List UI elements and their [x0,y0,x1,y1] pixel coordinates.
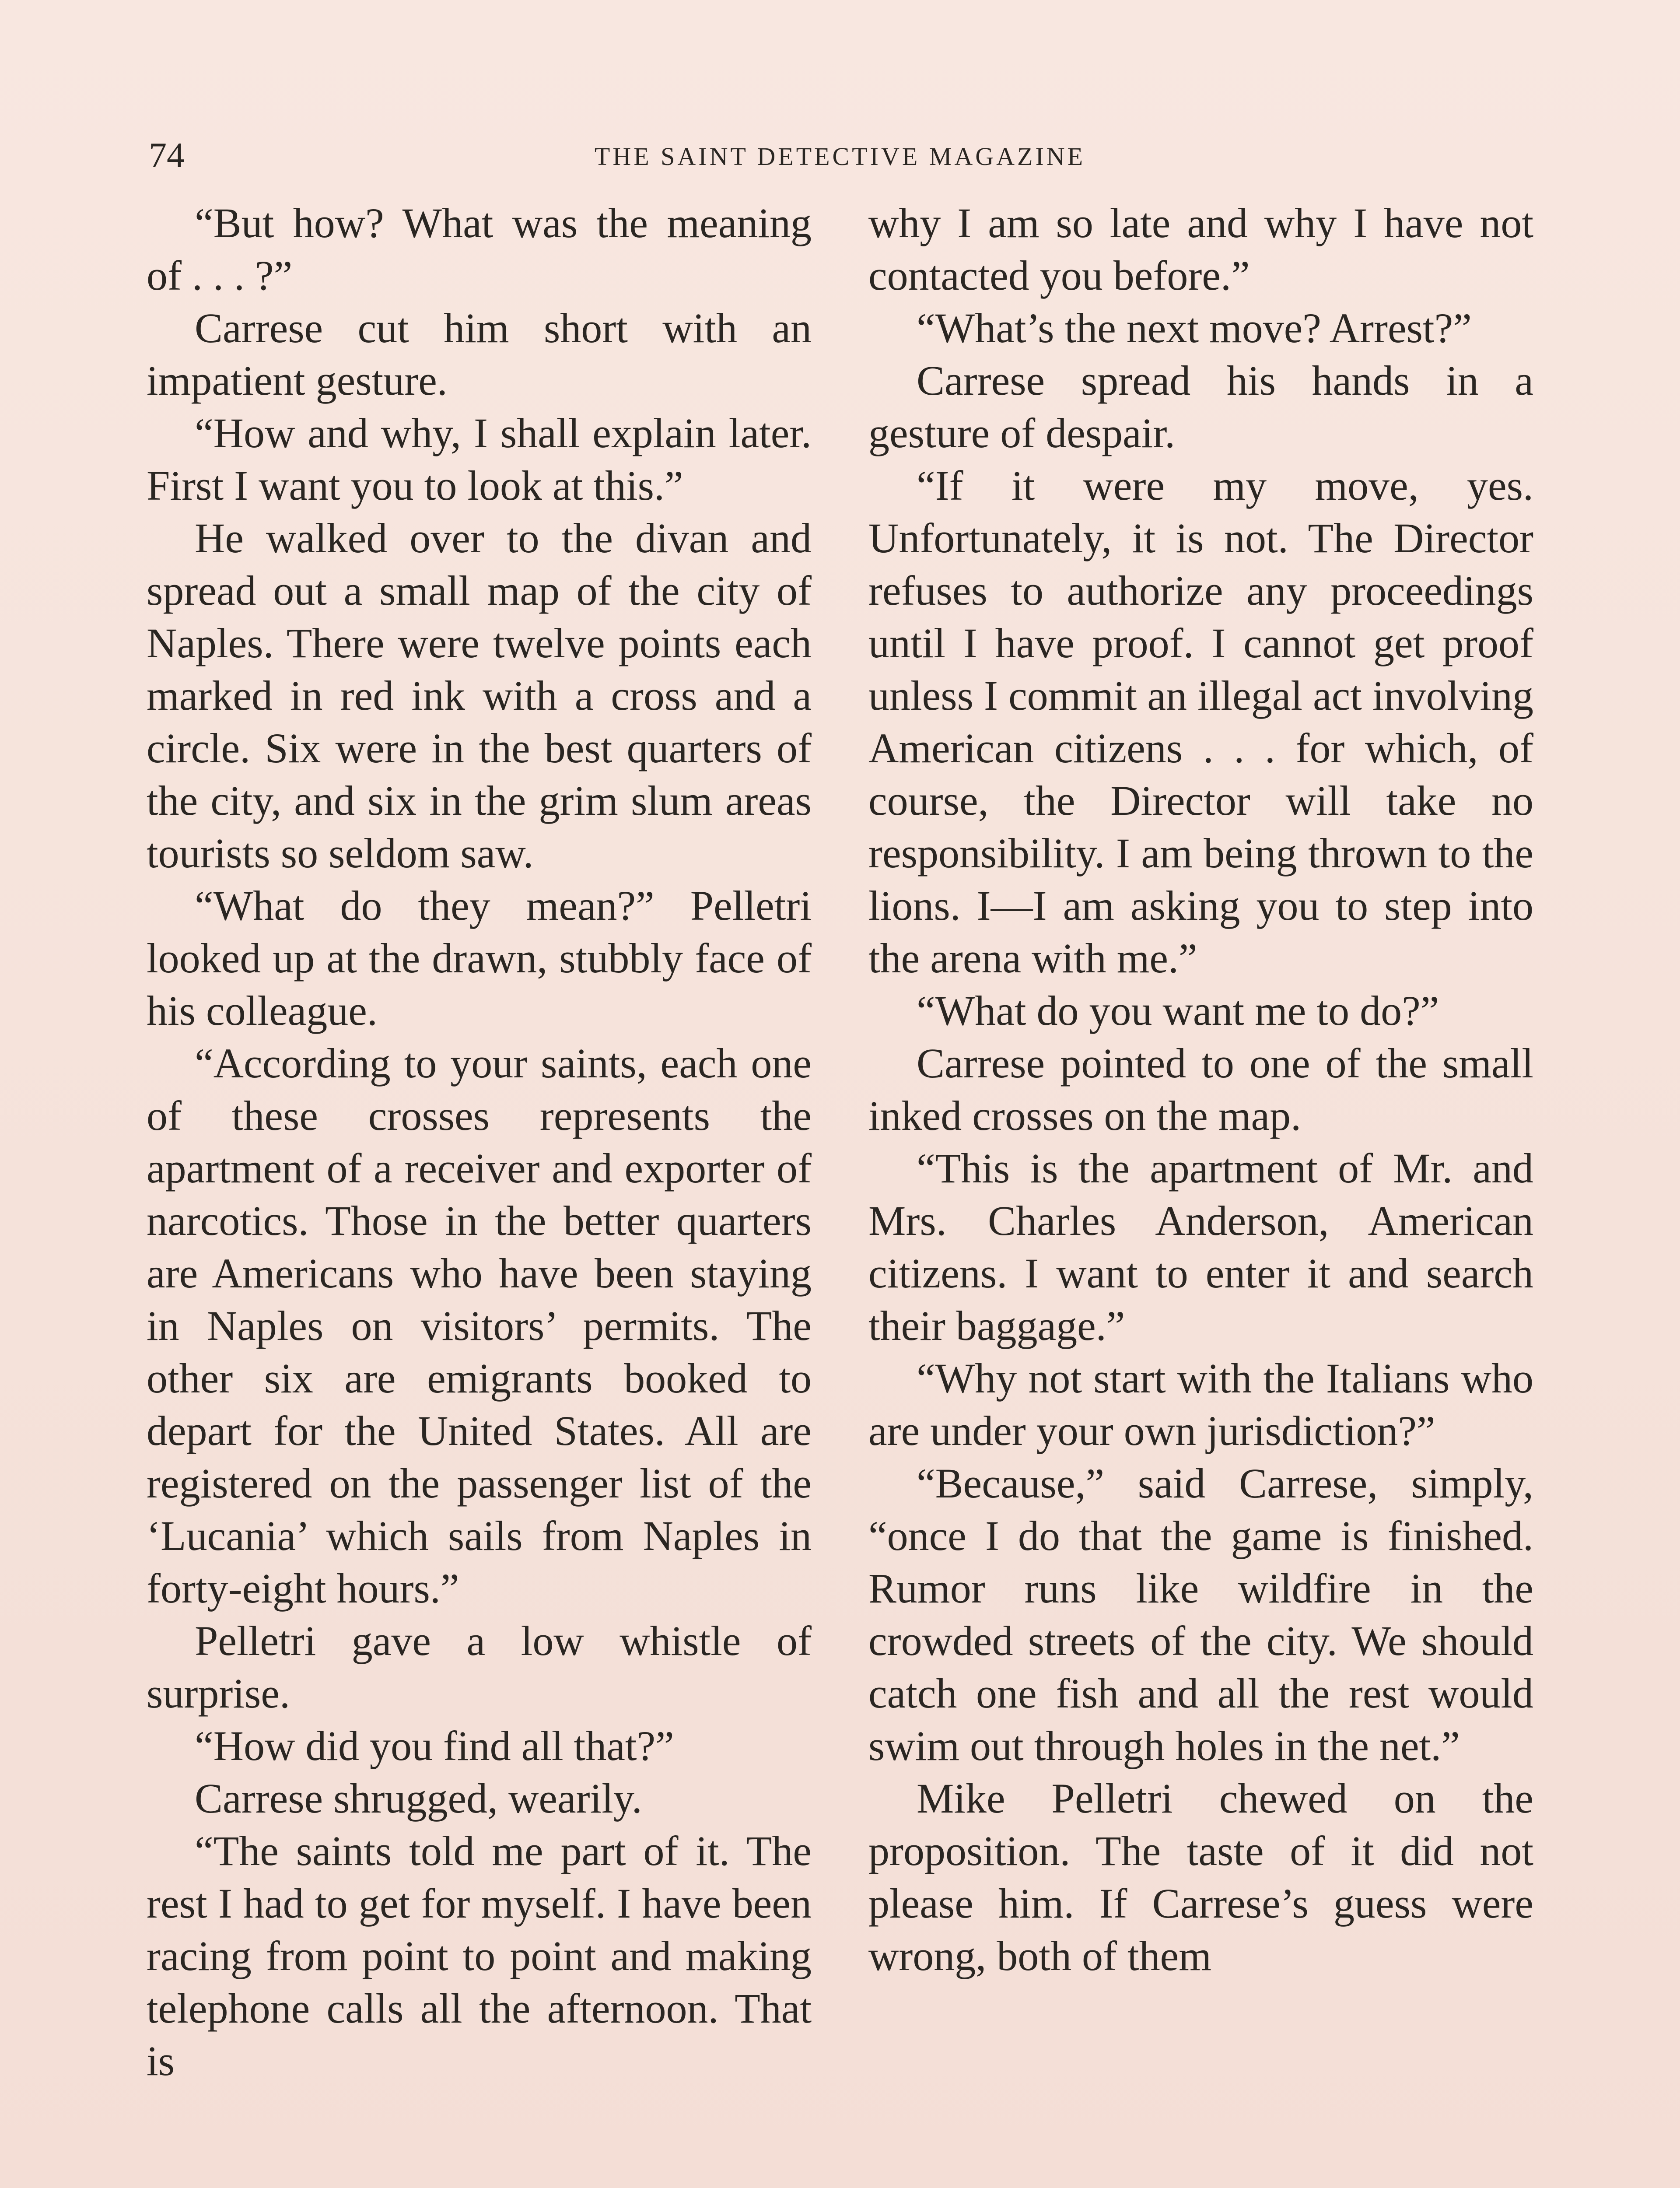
left-column [147,197,812,2087]
running-head: THE SAINT DETECTIVE MAGAZINE [594,142,1086,171]
paragraph: “How did you find all that?” [195,1722,674,1769]
paragraph: “This is the apartment of Mr. and Mrs. Charles Anderson, American citizens. I want to enter it and search their baggage.” [868,1145,1533,1349]
paragraph: “What do they mean?” Pelletri looked up at the drawn, stubbly face of his colleague. [147,882,812,1034]
paragraph: Carrese shrugged, wearily. [195,1775,642,1822]
paragraph: “What do you want me to do?” [917,987,1439,1034]
paragraph: Carrese spread his hands in a gesture of despair. [868,357,1533,456]
paragraph-continued: why I am so late and why I have not contacted you before.” [868,200,1533,299]
page-number: 74 [149,135,185,175]
paragraph: “If it were my move, yes. Unfortunately, it is not. The Director refuses to authorize any proceedings until I have proof. I cannot get proof unless I commit an illegal act involving American citizens . . . for which, of course, the Director will take no responsibility. I am being thrown to the lions. I—I am asking you to step into the arena with me.” [868,462,1533,982]
paragraph: Carrese cut him short with an impatient gesture. [147,305,812,404]
paragraph: Pelletri gave a low whistle of surprise. [147,1617,812,1717]
paragraph: “Why not start with the Italians who are under your own jurisdiction?” [868,1355,1533,1454]
paragraph: “What’s the next move? Arrest?” [917,305,1472,351]
paragraph: Carrese pointed to one of the small inked crosses on the map. [868,1040,1533,1139]
paragraph: “Because,” said Carrese, simply, “once I do that the game is finished. Rumor runs like wildfire in the crowded streets of the city. We should catch one fish and all the rest would swim out through holes in the net.” [868,1460,1533,1769]
right-column [868,197,1533,1982]
paragraph: He walked over to the divan and spread out a small map of the city of Naples. There were twelve points each marked in red ink with a cross and a circle. Six were in the best quarters of the city, and six in the grim slum areas tourists so seldom saw. [147,515,812,877]
paragraph: “But how? What was the meaning of . . . ?” [147,200,812,299]
paragraph: Mike Pelletri chewed on the proposition. The taste of it did not please him. If Carrese’s guess were wrong, both of them [868,1775,1533,1979]
paragraph: “According to your saints, each one of these crosses represents the apartment of a receiver and exporter of narcotics. Those in the better quarters are Americans who have been staying in Naples on visitors’ permits. The other six are emigrants booked to depart for the United States. All are registered on the passenger list of the ‘Lucania’ which sails from Naples in forty-eight hours.” [147,1040,812,1612]
page-header [144,131,1536,179]
paragraph: “The saints told me part of it. The rest I had to get for myself. I have been racing from point to point and making telephone calls all the afternoon. That is [147,1827,812,2084]
paragraph: “How and why, I shall explain later. First I want you to look at this.” [147,410,812,509]
